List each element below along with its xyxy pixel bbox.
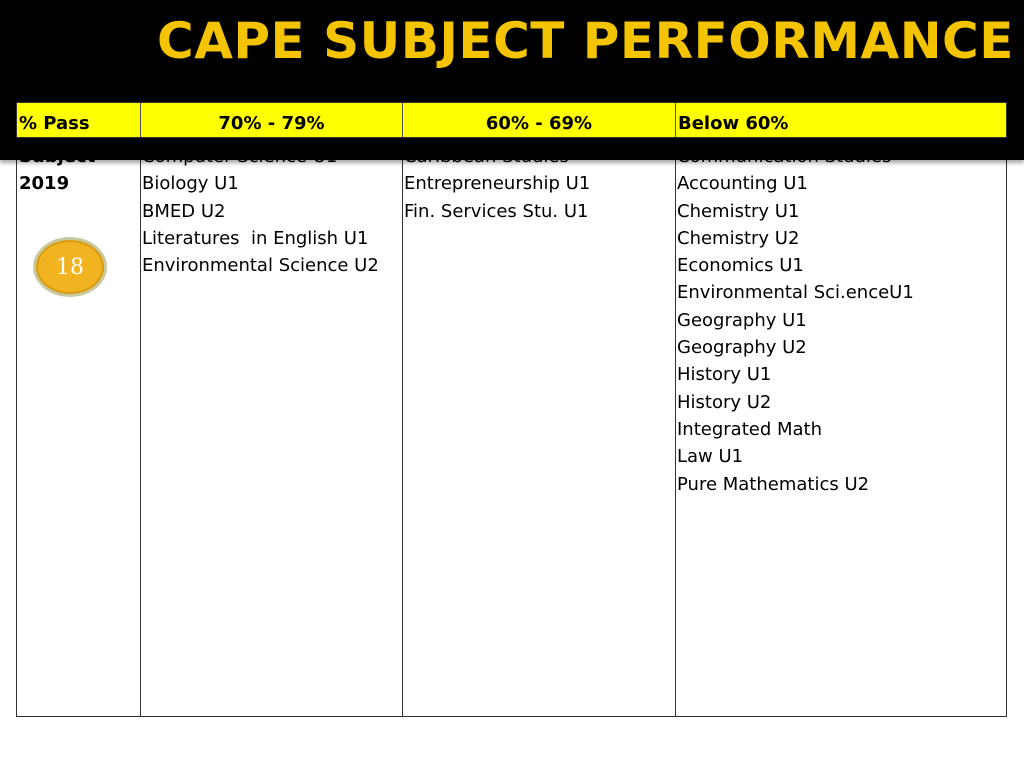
list-item: Literatures in English U1 [142, 227, 369, 249]
list-item: Geography U1 [677, 309, 807, 331]
performance-table [16, 102, 1007, 717]
table-column-subject [17, 103, 140, 716]
list-item: Biology U1 [142, 173, 239, 195]
list-item: Accounting U1 [677, 173, 808, 195]
list-item: Integrated Math [677, 418, 823, 440]
year-label: 2019 [19, 173, 70, 195]
list-item: BMED U2 [142, 200, 226, 222]
list-item: Law U1 [677, 446, 744, 468]
list-item: Chemistry U1 [677, 200, 800, 222]
header-pass: % Pass [19, 113, 90, 134]
list-item: Economics U1 [677, 255, 804, 277]
table-column-60-69 [402, 103, 675, 716]
list-item: History U2 [677, 391, 772, 413]
slide-number-badge [33, 237, 107, 297]
list-item: Environmental Sci.enceU1 [677, 282, 914, 304]
slide-number: 18 [56, 254, 84, 280]
list-item: Entrepreneurship U1 [404, 173, 591, 195]
list-70-79 [142, 143, 400, 279]
list-item: Chemistry U2 [677, 227, 800, 249]
header-60-69: 60% - 69% [402, 103, 675, 137]
list-item: Geography U2 [677, 337, 807, 359]
header-below-60: Below 60% [675, 103, 1007, 137]
table-header-row [16, 102, 1007, 138]
page-title: CAPE SUBJECT PERFORMANCE [157, 12, 1014, 70]
list-below-60 [677, 143, 1005, 498]
list-item: Environmental Science U2 [142, 255, 379, 277]
list-item: History U1 [677, 364, 772, 386]
header-70-79: 70% - 79% [140, 103, 402, 137]
table-column-below-60 [675, 103, 1007, 716]
list-item: Fin. Services Stu. U1 [404, 200, 589, 222]
list-item: Pure Mathematics U2 [677, 473, 870, 495]
table-column-70-79 [140, 103, 402, 716]
